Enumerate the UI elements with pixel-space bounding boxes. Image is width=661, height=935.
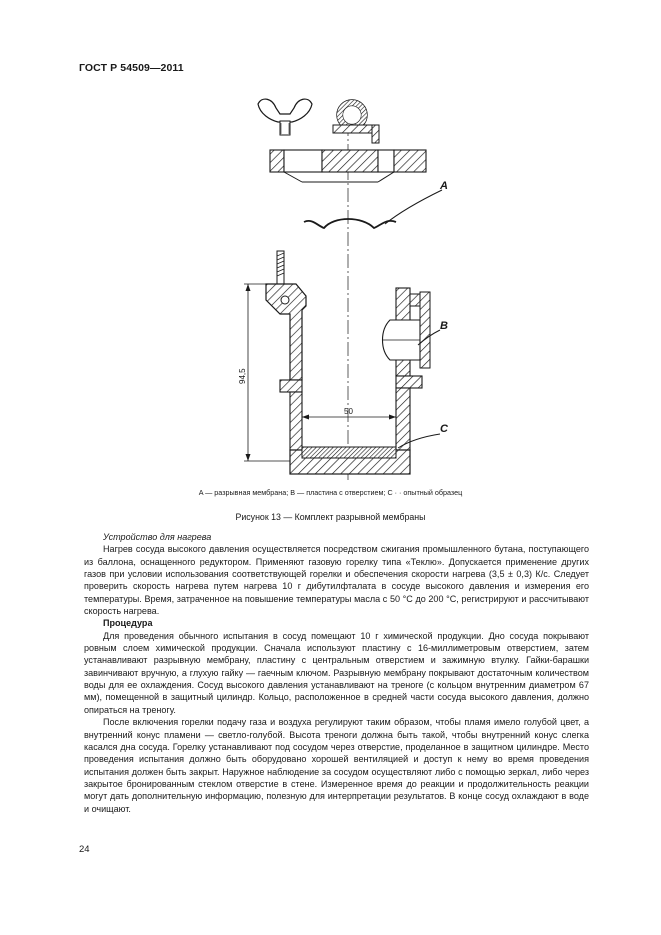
width-dimension — [302, 407, 396, 420]
page-number: 24 — [79, 844, 90, 855]
label-a: A — [440, 180, 448, 192]
bursting-membrane — [304, 219, 396, 228]
threaded-bolt — [277, 251, 284, 284]
body-text — [84, 531, 589, 815]
label-c: C — [440, 423, 448, 435]
figure-legend: A — разрывная мембрана; B — пластина с отверстием; C · · опытный образец — [198, 488, 463, 497]
paragraph-procedure-2: После включения горелки подачу газа и воздуха регулируют таким образом, чтобы пламя имело голубой цвет, а внутренний конус пламени — светло-голубой. Высота треноги должна быть такой, чтобы внутренний конус слегка касался дна сосуда. Горелку устанавливают под сосудом через отверстие, проделанное в защитном цилиндре. Место проведения испытания должно быть оборудовано хорошей вентиляцией и доступ к нему во время проведения испытания должен быть закрыт. Наружное наблюдение за сосудом осуществляют либо с помощью зеркал, либо через закрытое бронированным стеклом отверстие в стене. Измеренное время до реакции и продолжительность реакции могут дать дополнительную информацию, полезную для интерпретации результатов. В конце сосуд охлаждают в воде и очищают. — [84, 717, 589, 814]
paragraph-heating: Нагрев сосуда высокого давления осуществляется посредством сжигания промышленного бутана, поступающего из баллона, оснащенного редуктором. Применяют газовую горелку типа «Теклю». Допускается применение других газов при условии использования соответствующей горелки и обеспечения скорости нагрева (3,5 ± 0,3) К/с. Следует проверить скорость нагрева путем нагрева 10 г дибутилфталата в сосуде высокого давления и измерения его температуры. Время, затраченное на повышение температуры масла с 50 °С до 200 °С, регистрируют и рассчитывают скорость нагрева. — [84, 544, 589, 617]
svg-text:50: 50 — [344, 407, 353, 416]
svg-text:94,5: 94,5 — [238, 368, 247, 384]
document-header: ГОСТ Р 54509—2011 — [79, 62, 184, 74]
bursting-disc-assembly-figure — [200, 88, 490, 483]
figure-caption: Рисунок 13 — Комплект разрывной мембраны — [235, 512, 426, 522]
label-b: B — [440, 320, 448, 332]
paragraph-procedure-1: Для проведения обычного испытания в сосуд помещают 10 г химической продукции. Дно сосуда покрывают ровным слоем химической продукции. Сначала используют пластину с 16-миллиметровым отверстием, затем устанавливают разрывную мембрану, пластину с центральным отверстием и зажимную втулку. Гайки-барашки завинчивают вручную, а глухую гайку — гаечным ключом. Разрывную мембрану покрывают достаточным количеством воды для ее охлаждения. Сосуд высокого давления устанавливают на треноге (с кольцом внутренним диаметром 67 мм), помещенной в защитный цилиндр. Кольцо, расположенное в средней части сосуда высокого давления, должно опираться на треногу. — [84, 630, 589, 715]
wing-nut — [258, 99, 312, 135]
heading-procedure: Процедура — [103, 618, 153, 629]
pressure-vessel — [266, 284, 430, 474]
heading-heating-device: Устройство для нагрева — [103, 532, 212, 542]
clamping-ring — [333, 100, 379, 143]
